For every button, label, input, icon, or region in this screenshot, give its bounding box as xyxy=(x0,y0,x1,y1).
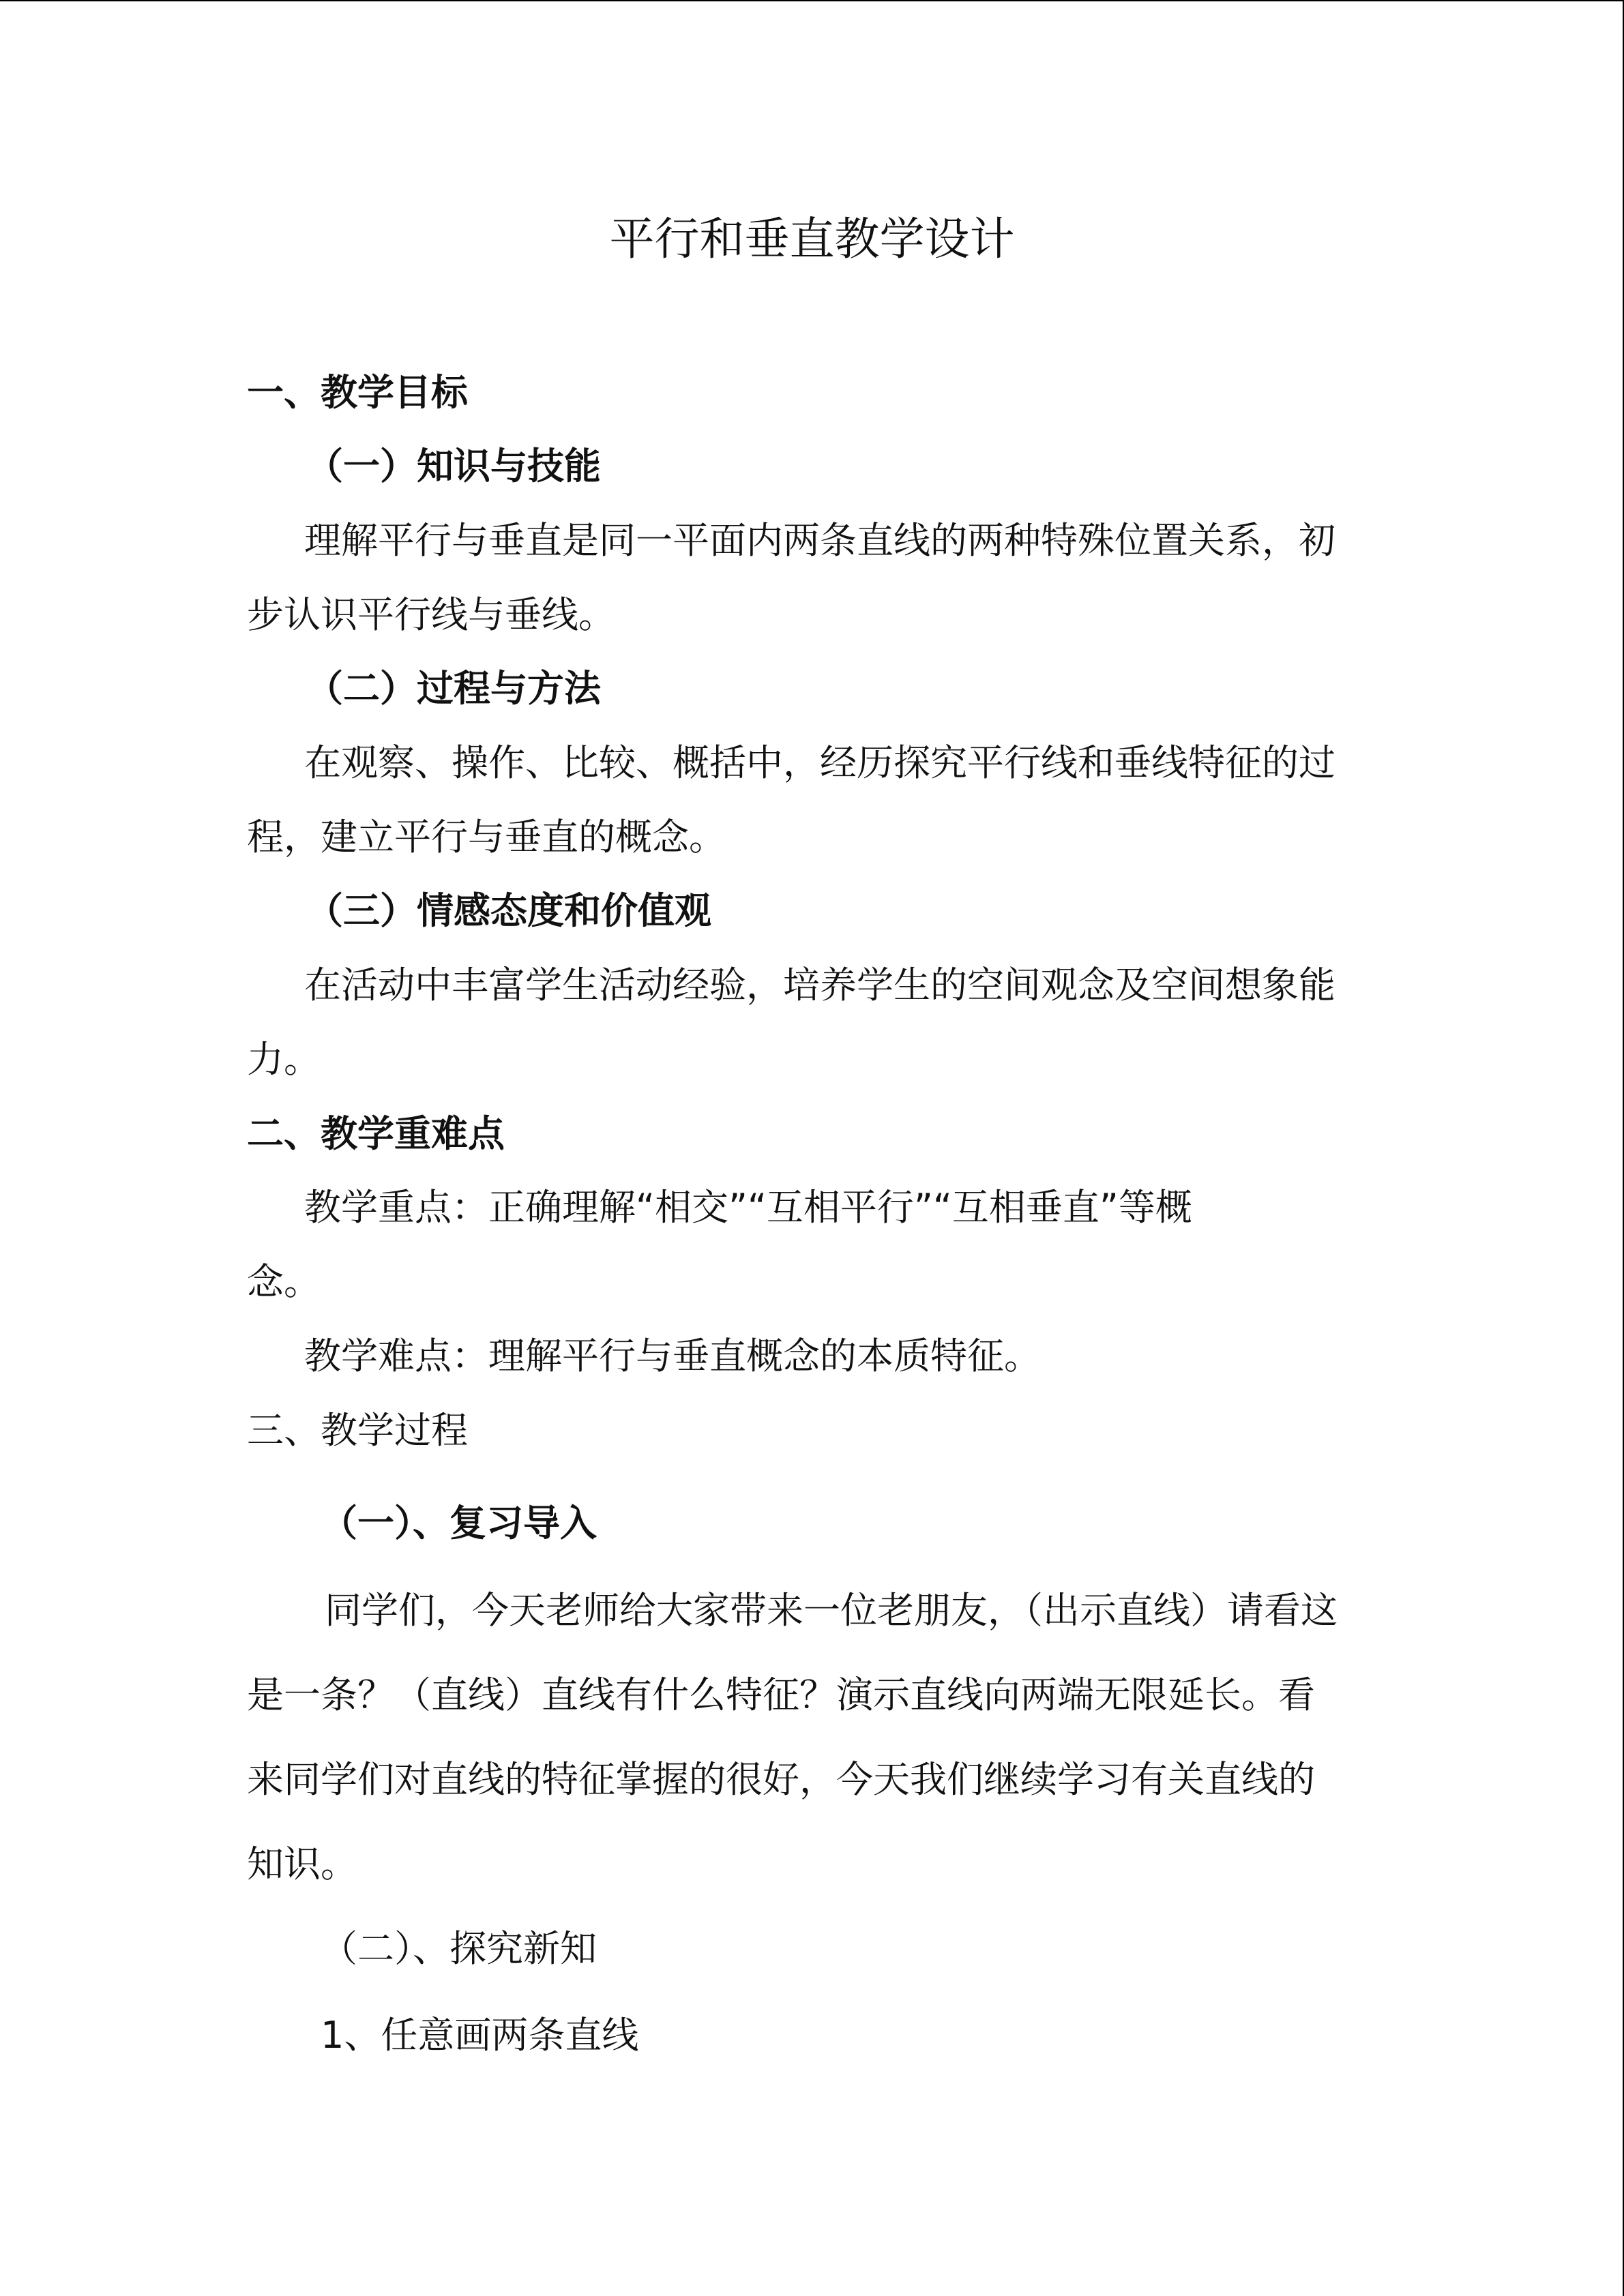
document-title: 平行和垂直教学设计 xyxy=(609,213,1015,265)
paragraph-line: 念。 xyxy=(247,1260,321,1303)
section-heading-key-points: 二、教学重难点 xyxy=(247,1112,505,1155)
subheading-review-intro: （一）、复习导入 xyxy=(321,1502,597,1545)
subheading-attitudes-values: （三）情感态度和价值观 xyxy=(306,889,711,932)
page-border-top xyxy=(0,0,1624,1)
section-heading-process: 三、教学过程 xyxy=(247,1409,468,1452)
paragraph-line: 在观察、操作、比较、概括中，经历探究平行线和垂线特征的过 xyxy=(304,741,1335,784)
subheading-knowledge-skills: （一）知识与技能 xyxy=(306,445,601,488)
paragraph-line: 知识。 xyxy=(247,1843,357,1885)
paragraph-line: 同学们，今天老师给大家带来一位老朋友，（出示直线）请看这 xyxy=(325,1589,1338,1632)
paragraph-line: 步认识平行线与垂线。 xyxy=(247,593,615,636)
subheading-process-methods: （二）过程与方法 xyxy=(306,667,601,710)
list-item: 1、任意画两条直线 xyxy=(321,2014,639,2057)
paragraph-line: 教学难点：理解平行与垂直概念的本质特征。 xyxy=(304,1335,1041,1377)
section-heading-objectives: 一、教学目标 xyxy=(247,371,468,414)
paragraph-line: 程，建立平行与垂直的概念。 xyxy=(247,816,726,859)
paragraph-line: 来同学们对直线的特征掌握的很好，今天我们继续学习有关直线的 xyxy=(247,1758,1315,1801)
paragraph-line: 是一条？（直线）直线有什么特征？演示直线向两端无限延长。看 xyxy=(247,1673,1315,1716)
paragraph-line: 理解平行与垂直是同一平面内两条直线的两种特殊位置关系，初 xyxy=(304,519,1335,562)
paragraph-line: 在活动中丰富学生活动经验，培养学生的空间观念及空间想象能 xyxy=(304,964,1335,1007)
paragraph-line: 教学重点：正确理解“相交”“互相平行”“互相垂直”等概 xyxy=(304,1186,1192,1229)
paragraph-line: 力。 xyxy=(247,1038,321,1081)
subheading-explore-new: （二）、探究新知 xyxy=(321,1927,597,1970)
